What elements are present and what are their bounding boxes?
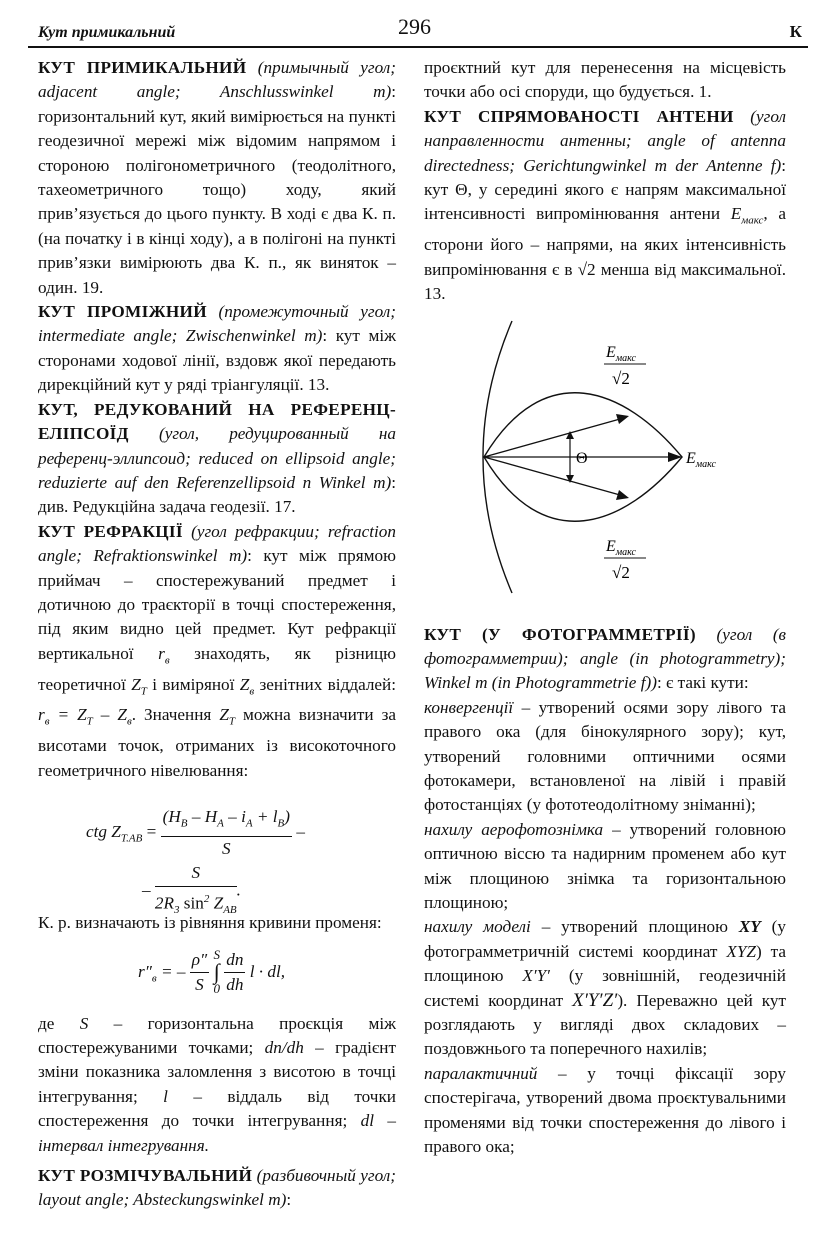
subentry-parallactic — [424, 1062, 786, 1160]
symbol: XYZ — [726, 941, 756, 961]
symbol: E — [606, 537, 616, 555]
term: – — [142, 880, 151, 900]
subentry-text: – утворений головною оптичною віссю та надирним променем або кут між площиною знімка та горизонтальною площиною; — [424, 819, 787, 912]
entry-definition: : кут між сторонами ходової лінії, вздовж якої передають дирекційний кут у ряді тріангуляції. 13. — [38, 326, 396, 395]
symbol: E — [686, 449, 696, 467]
fraction — [224, 948, 245, 998]
term: . — [236, 880, 241, 900]
entry-definition: . Значення — [131, 705, 212, 725]
right-column — [424, 56, 786, 1159]
subentry-text: – утворений площиною — [530, 917, 739, 937]
term: – i — [223, 807, 246, 827]
formula-lhs: ctg Z — [86, 822, 121, 842]
formula-curvature — [38, 936, 396, 1012]
upper-ray — [484, 419, 620, 457]
entry-antenna-angle — [424, 105, 786, 307]
inline-equation — [38, 705, 132, 728]
text: dl – інтервал інтегрування. — [38, 1111, 396, 1155]
formula-lhs: r″ — [138, 961, 152, 981]
lower-arrowhead — [616, 490, 629, 500]
superscript: 2 — [203, 892, 210, 905]
symbol-zt — [131, 674, 147, 698]
subscript: A — [217, 817, 224, 830]
symbol: – Z — [92, 705, 127, 725]
subscript: в — [249, 685, 255, 698]
term: Z — [209, 893, 224, 913]
page-number: 296 — [398, 14, 431, 39]
entry-layout-angle — [38, 1164, 396, 1213]
formula-line — [138, 948, 285, 998]
subscript: A — [245, 817, 253, 830]
symbol: E — [730, 204, 742, 224]
symbol: Z — [219, 705, 229, 725]
symbol-emax — [730, 204, 764, 227]
subentry-model-tilt — [424, 915, 786, 1061]
fraction — [190, 948, 209, 998]
text: – горизонтальна проєкція між спостережуваними точками; — [38, 1013, 397, 1057]
term: (H — [162, 807, 181, 827]
sqrt2-top: √2 — [612, 368, 630, 388]
formula-ctg — [38, 783, 396, 916]
entry-term: КУТ ПРОМІЖНИЙ — [38, 302, 207, 322]
subscript: в — [164, 654, 170, 667]
antenna-diagram — [424, 317, 786, 597]
subscript: 3 — [173, 903, 180, 916]
entry-term: КУТ (У ФОТОГРАММЕТРІЇ) — [424, 624, 696, 644]
symbol: r — [38, 705, 45, 725]
symbol: = Z — [49, 705, 87, 725]
left-column — [38, 56, 396, 1213]
subscript: B — [180, 817, 188, 830]
subscript: макс — [741, 214, 764, 227]
term: l · dl, — [245, 961, 286, 981]
integral-upper: S — [213, 947, 220, 963]
entry-definition: : див. Редукційна задача геодезії. 17. — [38, 472, 396, 517]
subentry-text: – утворений осями зору лівого та правого ока (для бінокулярного зору); кут, утворений головними оптичними осями фотокамери, встановленої на лівій і правій фотостанціях (у фототеодолітному зніманні); — [424, 697, 786, 815]
subscript: T — [228, 715, 236, 728]
entry-term: КУТ СПРЯМОВАНОСТІ АНТЕНИ — [424, 106, 734, 126]
entry-definition: і виміряної — [152, 674, 235, 694]
subscript: в — [126, 715, 132, 728]
term: ) — [284, 807, 291, 827]
entry-reduced-angle — [38, 398, 396, 520]
theta-label: Θ — [576, 449, 588, 467]
subentry-text: – у точці фіксації зору спостерігача, утворений двома проєктувальними променями від точки спостереження до лівого і правого ока; — [424, 1063, 786, 1157]
entry-translations: (примычный угол; adjacent angle; Anschlusswinkel m) — [38, 58, 396, 102]
subscript: AB — [223, 903, 237, 916]
upper-arrowhead — [616, 414, 629, 424]
entry-translations: (угол, редуцированный на референц-эллипсоид; reduced on ellipsoid angle; reduzierte auf den Referenzellipsoid n Winkel m) — [38, 424, 397, 492]
after-formula-text: К. р. визначають із рівняння кривини променя: — [38, 913, 382, 933]
symbol-rv — [158, 643, 170, 667]
sqrt2-bottom: √2 — [612, 562, 630, 582]
entry-definition: : є такі кути: — [656, 673, 749, 693]
section-letter: К — [789, 22, 802, 41]
symbol: XY — [738, 917, 761, 937]
subentry-text: (у фотограмметричній системі координат — [424, 917, 786, 961]
subscript: в — [151, 971, 157, 984]
symbol-zv — [239, 674, 255, 698]
entry-term: КУТ, РЕДУКОВАНИЙ НА РЕФЕРЕНЦ-ЕЛІПСОЇД — [38, 399, 396, 444]
entry-definition: : кут між прямою приймач – спостережуваний предмет і дотичною до траєкторії в точці спостереження, під яким видно цей предмет. Кут рефракції вертикальної — [38, 546, 396, 663]
page-header — [28, 12, 808, 48]
subentry-convergence — [424, 696, 786, 818]
fraction — [155, 861, 237, 922]
entry-translations: (угол направленности антенны; angle of antenna directedness; Gerichtungwinkel m der Antenne f) — [424, 106, 787, 175]
symbol: dn/dh — [264, 1037, 304, 1057]
subscript: T — [140, 685, 147, 698]
entry-definition: : горизонтальний кут, який вимірюється на пункті геодезичної мережі між відомим напрямом і стороною полігонометричного (теодолітного, тахеометричного тощо) ходу, який прив’язується до цього пункту. В ході є два К. п. (на початку і в кінці ходу), а в полігоні на пункті прив’язки вимірюють два К. п., як виняток – один. 19. — [38, 82, 396, 297]
entry-definition: : — [286, 1190, 292, 1210]
integral — [213, 948, 220, 996]
text: де — [38, 1013, 80, 1033]
subentry-text: ). Переважно цей кут розглядають у вигляді двох складових – поздовжнього та поперечного нахилів; — [424, 990, 786, 1059]
antenna-pattern-svg — [424, 317, 786, 597]
subscript: макс — [615, 546, 636, 558]
formula-line-2 — [142, 861, 241, 922]
symbol: Z — [239, 674, 250, 694]
denominator — [155, 887, 237, 923]
subentry-text: ) та площиною — [424, 941, 786, 986]
symbol: S — [79, 1013, 89, 1033]
entry-definition: знаходять, як різницю теоретичної — [38, 643, 396, 694]
integral-sign: ∫ — [213, 959, 220, 985]
term: – — [292, 822, 305, 842]
numerator — [161, 805, 292, 837]
entry-term: КУТ ПРИМИКАЛЬНИЙ — [38, 58, 247, 77]
entry-definition: можна визначити за висотами точок, отриманих із високоточного геометричного нівелювання: — [38, 705, 396, 780]
entry-refraction-angle — [38, 520, 396, 783]
denominator: S — [195, 974, 204, 994]
subscript: T.AB — [120, 832, 143, 845]
running-title: Кут примикальний — [38, 24, 176, 41]
emax-bottom-label — [605, 538, 636, 558]
entry-intermediate-angle — [38, 300, 396, 398]
entry-photogrammetry-angle — [424, 623, 786, 696]
entry-translations: (разбивочный угол; layout angle; Absteckungswinkel m) — [38, 1165, 396, 1210]
subentry-term: нахилу моделі — [424, 917, 531, 937]
entry-translations: (угол рефракции; refraction angle; Refraktionswinkel m) — [38, 521, 396, 566]
denominator: S — [222, 838, 231, 858]
symbol: r — [158, 643, 165, 663]
term: + l — [252, 807, 278, 827]
subentry-term: конвергенції — [424, 697, 514, 717]
entry-translations: (промежуточный угол; intermediate angle; Zwischenwinkel m) — [38, 302, 396, 346]
symbol: l — [163, 1086, 168, 1106]
subscript: в — [44, 715, 50, 728]
subentry-text: (у зовнішній, геодезичній системі координат — [424, 966, 787, 1010]
symbol: X′Y′Z′ — [572, 989, 618, 1011]
subentry-term: нахилу аерофотознімка — [424, 819, 604, 839]
integral-lower: 0 — [213, 981, 220, 997]
symbol-zt — [219, 705, 236, 728]
entry-translations: (угол (в фотограмметрии); angle (in photogrammetry); Winkel m (in Photogrammetrie f)) — [424, 624, 787, 693]
subentry-aerial-tilt — [424, 818, 786, 916]
text: – віддаль від точки спостереження до точки інтегрування; — [38, 1086, 397, 1131]
entry-term: КУТ РОЗМІЧУВАЛЬНИЙ — [38, 1165, 253, 1185]
numerator: dn — [224, 948, 245, 973]
symbol: X′Y′ — [522, 966, 550, 986]
entry-continuation: проєктний кут для перенесення на місцевість точки або осі споруди, що будується. 1. — [424, 58, 786, 102]
fraction — [161, 805, 292, 861]
numerator: S — [155, 861, 237, 886]
denominator: dh — [226, 974, 244, 994]
lower-ray — [484, 457, 620, 495]
emax-top-label — [605, 344, 636, 364]
term: = – — [156, 961, 186, 981]
subscript: макс — [695, 458, 716, 470]
term: 2R — [154, 893, 174, 913]
numerator: ρ″ — [190, 948, 209, 973]
symbol: Z — [131, 674, 141, 694]
subscript: B — [277, 817, 285, 830]
formula-line-1: ctg $Z_{T.AB}$ = $\frac{(H_B - H_A - i_A + l_B)}{S}$ – — [86, 805, 305, 861]
symbol: E — [606, 343, 616, 361]
entry-definition: зенітних віддалей: — [259, 674, 397, 694]
text: – градієнт зміни показника заломлення з висотою в точці інтегрування; — [38, 1037, 396, 1106]
subentry-term: паралактичний — [424, 1063, 538, 1083]
term: sin — [179, 893, 204, 913]
entry-definition: : кут Θ, у середині якого є напрям максимальної інтенсивності випромінювання антени — [424, 155, 786, 224]
entry-adjacent-angle — [38, 56, 396, 300]
subscript: макс — [615, 352, 636, 364]
emax-right-label — [685, 450, 716, 470]
entry-definition: , а сторони його – напрями, на яких інтенсивність випромінювання є в √2 менша від максимальної. 13. — [424, 204, 786, 304]
term: – H — [187, 807, 218, 827]
formula-explanation — [38, 1012, 396, 1158]
entry-term: КУТ РЕФРАКЦІЇ — [38, 521, 183, 541]
subscript: T — [86, 715, 93, 728]
